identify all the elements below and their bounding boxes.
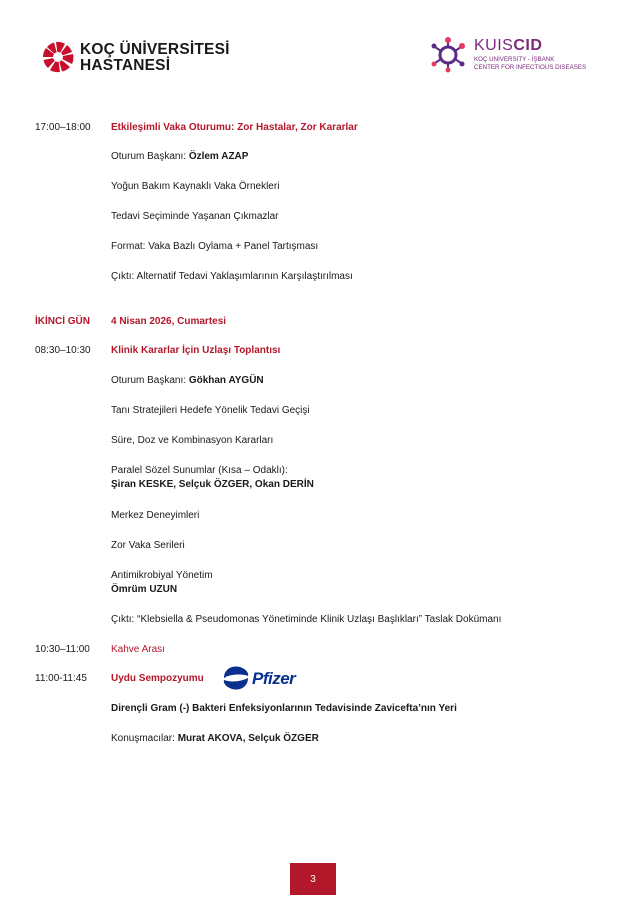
kuiscid-subtitle — [474, 56, 586, 72]
session1-item — [0, 271, 625, 285]
session1-time: 17:00–18:00 — [35, 122, 91, 133]
pfizer-pill-icon — [220, 663, 252, 693]
session2-item — [0, 570, 625, 595]
symposium-header — [0, 673, 625, 687]
chair-name: Gökhan AYGÜN — [188, 375, 264, 386]
day-date: 4 Nisan 2026, Cumartesi — [111, 316, 227, 327]
kuiscid-wordmark — [474, 37, 542, 55]
symposium-time: 11:00-11:45 — [35, 673, 87, 684]
symposium-title: Uydu Sempozyumu — [111, 673, 204, 684]
chair-label: Oturum Başkanı: — [111, 375, 189, 386]
kuiscid-subtitle-line2: CENTER FOR INFECTIOUS DISEASES — [474, 64, 587, 71]
kuiscid-subtitle-line1: KOÇ UNIVERSITY - İŞBANK — [474, 56, 555, 63]
koc-sunburst-icon — [40, 40, 76, 74]
chair-name: Özlem AZAP — [188, 151, 249, 162]
koc-name-line2: HASTANESİ — [80, 57, 171, 74]
break-row — [0, 644, 625, 658]
session1-header — [0, 122, 625, 136]
kuiscid-logo — [430, 36, 600, 76]
agenda-item: Format: Vaka Bazlı Oylama + Panel Tartışması — [111, 241, 319, 252]
agenda-item: Zor Vaka Serileri — [111, 540, 185, 551]
session2-item — [0, 465, 625, 490]
speakers-label: Konuşmacılar: — [111, 733, 178, 744]
talk-title: Dirençli Gram (-) Bakteri Enfeksiyonlarının Tedavisinde Zavicefta’nın Yeri — [111, 703, 457, 714]
session2-item — [0, 435, 625, 449]
symposium-speakers — [0, 733, 625, 747]
chair-label: Oturum Başkanı: — [111, 151, 189, 162]
agenda-item: Çıktı: “Klebsiella & Pseudomonas Yönetiminde Klinik Uzlaşı Başlıkları” Taslak Dokümanı — [111, 614, 502, 625]
agenda-item: Tedavi Seçiminde Yaşanan Çıkmazlar — [111, 211, 279, 222]
koc-hospital-logo — [40, 40, 230, 76]
pfizer-wordmark: Pfizer — [252, 669, 296, 688]
session1-item — [0, 181, 625, 195]
agenda-item: Çıktı: Alternatif Tedavi Yaklaşımlarının Karşılaştırılması — [111, 271, 353, 282]
kuis-text: KUIS — [474, 37, 514, 54]
session1-item — [0, 241, 625, 255]
pfizer-logo — [220, 661, 304, 695]
session2-item — [0, 405, 625, 419]
speaker-names: Ömrüm UZUN — [111, 584, 178, 595]
session2-title: Klinik Kararlar İçin Uzlaşı Toplantısı — [111, 345, 281, 356]
speaker-names: Şiran KESKE, Selçuk ÖZGER, Okan DERİN — [111, 479, 314, 490]
agenda-item: Merkez Deneyimleri — [111, 510, 200, 521]
session2-chair — [0, 375, 625, 389]
session2-item — [0, 510, 625, 524]
day-label: İKİNCİ GÜN — [35, 316, 90, 327]
session1-title: Etkileşimli Vaka Oturumu: Zor Hastalar, Zor Kararlar — [111, 122, 358, 133]
session2-output — [0, 614, 625, 628]
koc-wordmark — [80, 42, 230, 74]
agenda-item: Antimikrobiyal Yönetim — [111, 570, 213, 581]
session1-chair — [0, 151, 625, 165]
cid-text: CID — [513, 37, 543, 54]
session2-time: 08:30–10:30 — [35, 345, 91, 356]
agenda-item: Tanı Stratejileri Hedefe Yönelik Tedavi Geçişi — [111, 405, 310, 416]
session2-item — [0, 540, 625, 554]
session2-header — [0, 345, 625, 359]
break-title: Kahve Arası — [111, 644, 165, 655]
agenda-item: Paralel Sözel Sunumlar (Kısa – Odaklı): — [111, 465, 288, 476]
break-time: 10:30–11:00 — [35, 644, 90, 655]
koc-name-line1: KOÇ ÜNİVERSİTESİ — [80, 41, 230, 58]
session1-item — [0, 211, 625, 225]
page-number: 3 — [290, 863, 336, 895]
symposium-talk — [0, 703, 625, 717]
virus-icon — [430, 36, 470, 74]
agenda-item: Süre, Doz ve Kombinasyon Kararları — [111, 435, 274, 446]
day2-header — [0, 316, 625, 330]
speaker-names: Murat AKOVA, Selçuk ÖZGER — [177, 733, 319, 744]
agenda-item: Yoğun Bakım Kaynaklı Vaka Örnekleri — [111, 181, 280, 192]
